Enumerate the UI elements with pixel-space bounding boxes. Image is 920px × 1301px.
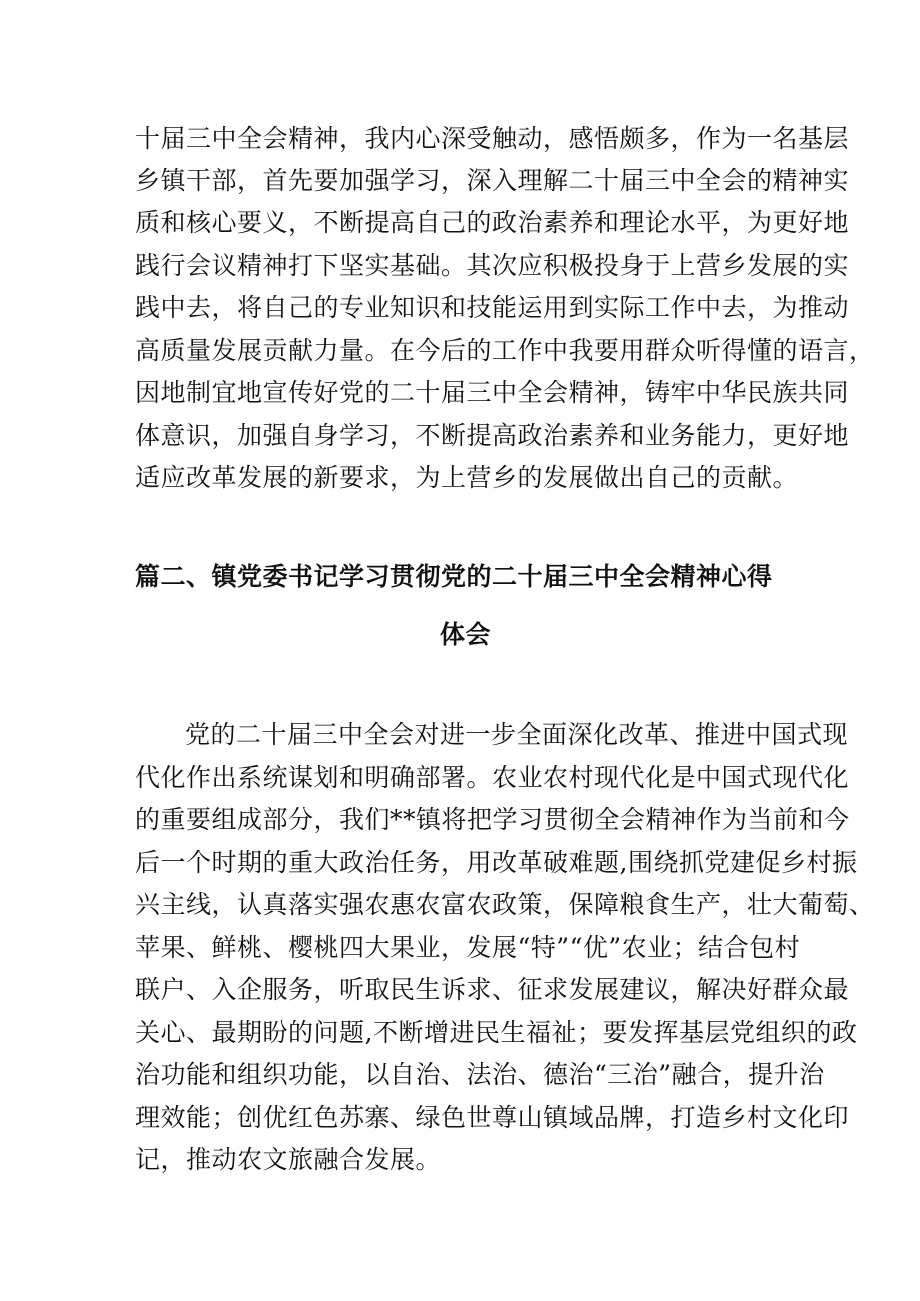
paragraph-line: 代化作出系统谋划和明确部署。农业农村现代化是中国式现代化 xyxy=(135,763,850,792)
paragraph-line: 苹果、鲜桃、樱桃四大果业，发展“特”“优”农业；结合包村 xyxy=(135,933,801,962)
paragraph-line: 适应改革发展的新要求，为上营乡的发展做出自己的贡献。 xyxy=(135,463,799,492)
paragraph-line: 兴主线，认真落实强农惠农富农政策，保障粮食生产，壮大葡萄、 xyxy=(135,890,875,919)
paragraph-line: 践中去，将自己的专业知识和技能运用到实际工作中去，为推动 xyxy=(135,293,850,322)
paragraph-line: 十届三中全会精神，我内心深受触动，感悟颇多，作为一名基层 xyxy=(135,124,850,153)
paragraph-line: 党的二十届三中全会对进一步全面深化改革、推进中国式现 xyxy=(185,720,849,749)
paragraph-line: 高质量发展贡献力量。在今后的工作中我要用群众听得懂的语言， xyxy=(135,336,875,365)
paragraph-line: 体意识，加强自身学习，不断提高政治素养和业务能力，更好地 xyxy=(135,421,850,450)
paragraph-line: 的重要组成部分，我们**镇将把学习贯彻全会精神作为当前和今 xyxy=(135,805,850,834)
paragraph-line: 乡镇干部，首先要加强学习，深入理解二十届三中全会的精神实 xyxy=(135,166,850,195)
paragraph-line: 质和核心要义，不断提高自己的政治素养和理论水平，为更好地 xyxy=(135,208,850,237)
heading-line-2: 体会 xyxy=(440,620,492,649)
paragraph-line: 理效能；创优红色苏寨、绿色世尊山镇域品牌，打造乡村文化印 xyxy=(135,1103,850,1132)
paragraph-line: 践行会议精神打下坚实基础。其次应积极投身于上营乡发展的实 xyxy=(135,251,850,280)
heading-line-1: 篇二、镇党委书记学习贯彻党的二十届三中全会精神心得 xyxy=(135,562,773,591)
paragraph-line: 因地制宜地宣传好党的二十届三中全会精神，铸牢中华民族共同 xyxy=(135,378,850,407)
paragraph-line: 治功能和组织功能，以自治、法治、德治“三治”融合，提升治 xyxy=(135,1060,825,1089)
paragraph-line: 后一个时期的重大政治任务，用改革破难题,围绕抓党建促乡村振 xyxy=(135,848,858,877)
paragraph-line: 联户、入企服务，听取民生诉求、征求发展建议，解决好群众最 xyxy=(135,975,850,1004)
paragraph-line: 关心、最期盼的问题,不断增进民生福祉；要发挥基层党组织的政 xyxy=(135,1018,858,1047)
paragraph-line: 记，推动农文旅融合发展。 xyxy=(135,1145,442,1174)
